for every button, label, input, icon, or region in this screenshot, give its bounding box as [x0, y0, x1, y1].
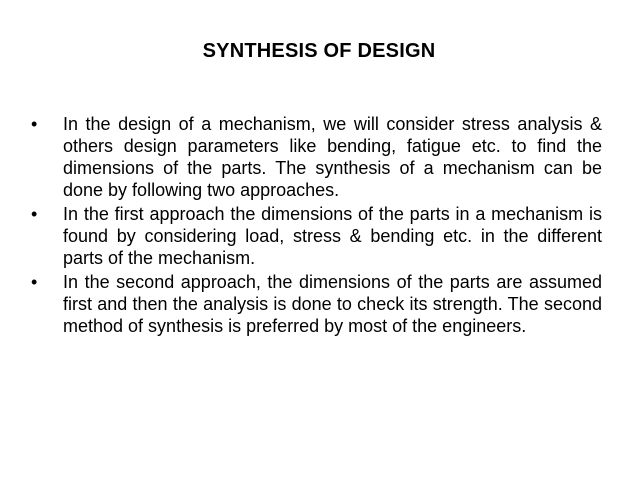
bullet-text: In the first approach the dimensions of the parts in a mechanism is found by considering load, stress & bending etc. in the different parts of the mechanism.	[63, 204, 602, 268]
bullet-item	[30, 113, 602, 201]
bullet-dot-icon: •	[31, 272, 38, 292]
bullet-dot-icon: •	[31, 114, 38, 134]
bullet-item	[30, 271, 602, 337]
bullet-text: In the design of a mechanism, we will consider stress analysis & others design parameters like bending, fatigue etc. to find the dimensions of the parts. The synthesis of a mechanism can be done by following two approaches.	[63, 114, 602, 200]
bullet-dot-icon: •	[31, 204, 38, 224]
bullet-text: In the second approach, the dimensions of the parts are assumed first and then the analysis is done to check its strength. The second method of synthesis is preferred by most of the engineers.	[63, 272, 602, 336]
slide-title: SYNTHESIS OF DESIGN	[202, 40, 436, 62]
bullet-list	[30, 113, 602, 339]
bullet-item	[30, 203, 602, 269]
